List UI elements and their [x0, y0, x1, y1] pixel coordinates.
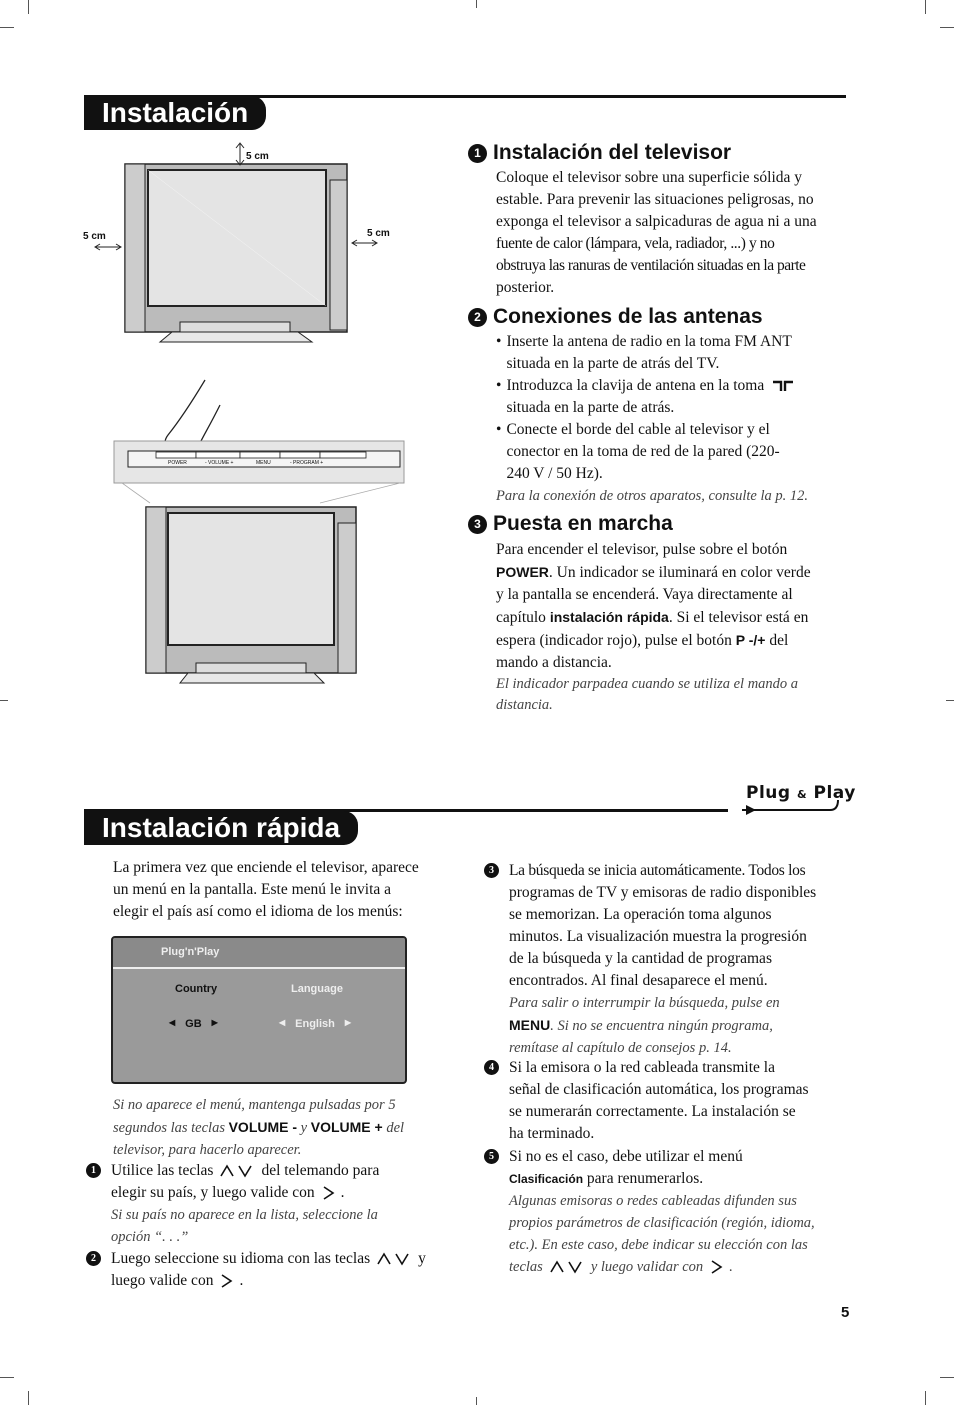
panel-power-label: POWER — [168, 460, 187, 466]
up-down-keys-icon — [219, 1164, 255, 1178]
note-text: . Si no se encuentra ningún programa, — [550, 1018, 773, 1034]
crop-mark — [925, 1391, 926, 1405]
menu-country-selector — [169, 1018, 218, 1030]
note-text: remítase al capítulo de consejos p. 14. — [509, 1040, 732, 1056]
text-line: espera (indicador rojo), pulse el botón — [496, 632, 736, 649]
heading-text: Puesta en marcha — [493, 512, 673, 535]
text-line: mando a distancia. — [496, 654, 612, 671]
crop-mark — [0, 1377, 14, 1378]
text-line: del — [382, 1120, 405, 1136]
step-number-badge: 2 — [86, 1251, 101, 1266]
menu-title: Plug'n'Play — [113, 938, 405, 969]
note-text: Para la conexión de otros aparatos, consulte la p. 12. — [496, 488, 808, 504]
text-line: Utilice las teclas — [111, 1162, 214, 1179]
panel-volume-label: - VOLUME + — [205, 460, 234, 466]
step-number-badge: 3 — [468, 515, 487, 534]
text-line: encontrados. Al final desaparece el menú. — [509, 972, 768, 989]
crop-mark — [940, 27, 954, 28]
step-number-badge: 5 — [484, 1149, 499, 1164]
step-number-badge: 2 — [468, 308, 487, 327]
bullet-item: • Introduzca la clavija de antena en la toma situada en la parte de atrás. — [496, 375, 866, 419]
logo-word: Play — [813, 783, 856, 803]
text-line: Si no aparece el menú, mantenga pulsadas por 5 — [113, 1097, 396, 1113]
clearance-right-label: 5 cm — [367, 228, 390, 239]
logo-word: Plug — [746, 783, 791, 803]
text-line: para renumerarlos. — [583, 1170, 704, 1187]
menu-note — [113, 1094, 463, 1161]
note-text: El indicador parpadea cuando se utiliza el mando a — [496, 676, 799, 692]
menu-language-label: Language — [291, 983, 343, 995]
crop-mark — [476, 1397, 477, 1405]
text-line: La primera vez que enciende el televisor, aparece — [113, 859, 419, 876]
text-line: fuente de calor (lámpara, vela, radiador, ...) y no — [496, 235, 775, 252]
text-line: señal de clasificación automática, los programas — [509, 1081, 809, 1098]
section-title-instalacion: Instalación — [84, 96, 266, 130]
clasificacion-keyword: Clasificación — [509, 1172, 584, 1186]
text-line: de la búsqueda y la cantidad de programas — [509, 950, 772, 967]
power-keyword: POWER — [496, 564, 549, 580]
text-line: ha terminado. — [509, 1125, 595, 1142]
text-line: programas de TV y emisoras de radio disponibles — [509, 884, 817, 901]
text-line: obstruya las ranuras de ventilación situadas en la parte — [496, 257, 806, 274]
text-line: minutos. La visualización muestra la progresión — [509, 928, 807, 945]
text-line: se memorizan. La operación toma algunos — [509, 906, 772, 923]
text-line: capítulo — [496, 609, 550, 626]
crop-mark — [940, 1377, 954, 1378]
text-line: Para encender el televisor, pulse sobre el botón — [496, 541, 788, 558]
right-key-icon — [219, 1274, 233, 1288]
tv-power-illustration — [110, 375, 410, 690]
paragraph-antenas — [496, 331, 866, 507]
step-number-badge: 1 — [468, 144, 487, 163]
menu-country-value: GB — [185, 1018, 202, 1030]
arrow-right-icon: ▶ — [344, 1018, 352, 1027]
note-text: teclas — [509, 1259, 543, 1275]
step-number-badge: 3 — [484, 863, 499, 878]
note-text: Algunas emisoras o redes cableadas difunden sus — [509, 1193, 797, 1209]
text-line: Inserte la antena de radio en la toma FM ANT — [506, 333, 792, 350]
crop-mark — [0, 27, 14, 28]
heading-puesta-marcha — [468, 512, 673, 536]
note-text: opción “. . .” — [111, 1229, 189, 1245]
step-number-badge: 1 — [86, 1163, 101, 1178]
menu-keyword: MENU — [509, 1017, 551, 1033]
crop-mark — [28, 1391, 29, 1405]
text-line: elegir su país, y luego valide con — [111, 1184, 315, 1201]
text-line: y — [297, 1120, 311, 1136]
text-line: Conecte el borde del cable al televisor y el — [506, 421, 770, 438]
note-text: y luego validar con — [590, 1259, 704, 1275]
text-line: La búsqueda se inicia automáticamente. Todos los — [509, 862, 806, 879]
menu-language-value: English — [295, 1018, 335, 1030]
text-line: Si la emisora o la red cableada transmite la — [509, 1059, 775, 1076]
text-line: Si no es el caso, debe utilizar el menú — [509, 1148, 743, 1165]
text-line: posterior. — [496, 279, 555, 296]
right-key-icon — [709, 1260, 723, 1274]
paragraph-instalacion — [496, 167, 866, 299]
heading-instalacion-televisor — [468, 141, 731, 165]
crop-mark — [0, 700, 8, 701]
text-line: situada en la parte de atrás del TV. — [506, 355, 720, 372]
paragraph-puesta — [496, 539, 866, 716]
volume-minus-keyword: VOLUME - — [228, 1119, 298, 1135]
up-down-keys-icon — [376, 1252, 412, 1266]
menu-language-selector — [279, 1018, 351, 1030]
text-line: conector en la toma de red de la pared (220- — [506, 443, 780, 460]
intro-paragraph — [113, 857, 463, 923]
heading-text: Conexiones de las antenas — [493, 305, 763, 328]
step-3 — [484, 860, 864, 1059]
text-line: exponga el televisor a salpicaduras de agua ni a una — [496, 213, 817, 230]
crop-mark — [946, 700, 954, 701]
p-button-keyword: P -/+ — [735, 632, 766, 648]
text-line: un menú en la pantalla. Este menú le invita a — [113, 881, 392, 898]
step-1: 1 Utilice las teclas del telemando para elegir su país, y luego valide con . Si su país no aparece en la lista, seleccione la opción “. . .” — [86, 1160, 466, 1248]
arrow-left-icon: ◀ — [169, 1018, 176, 1027]
up-down-keys-icon — [549, 1260, 585, 1274]
quick-install-keyword: instalación rápida — [549, 609, 669, 625]
text-line: Coloque el televisor sobre una superficie sólida y — [496, 169, 803, 186]
text-line: 240 V / 50 Hz). — [506, 465, 603, 482]
text-line: luego valide con — [111, 1272, 214, 1289]
note-text: distancia. — [496, 697, 553, 713]
right-key-icon — [321, 1186, 335, 1200]
text-line: se numerarán correctamente. La instalación se — [509, 1103, 796, 1120]
antenna-socket-icon — [772, 380, 794, 392]
step-number-badge: 4 — [484, 1060, 499, 1075]
text-line: del — [765, 632, 789, 649]
page-number: 5 — [841, 1304, 850, 1321]
crop-mark — [476, 0, 477, 8]
step-4 — [484, 1057, 864, 1145]
heading-conexiones-antenas — [468, 305, 763, 329]
text-line: estable. Para prevenir las situaciones peligrosas, no — [496, 191, 814, 208]
note-text: Para salir o interrumpir la búsqueda, pulse en — [509, 995, 780, 1011]
crop-mark — [925, 0, 926, 14]
crop-mark — [28, 0, 29, 14]
note-text: propios parámetros de clasificación (región, idioma, — [509, 1215, 815, 1231]
step-5 — [484, 1146, 864, 1278]
arrow-right-icon: ▶ — [211, 1018, 218, 1027]
menu-country-label: Country — [175, 983, 218, 995]
tv-clearance-illustration — [80, 140, 410, 350]
arrow-left-icon: ◀ — [279, 1018, 286, 1027]
step-2: 2 Luego seleccione su idioma con las teclas y luego valide con . — [86, 1248, 466, 1292]
text-line: del telemando para — [261, 1162, 380, 1179]
panel-menu-label: MENU — [256, 460, 271, 466]
text-line: Introduzca la clavija de antena en la toma — [506, 377, 765, 394]
note-text: Si su país no aparece en la lista, seleccione la — [111, 1207, 378, 1223]
text-line: . Si el televisor está en — [668, 609, 809, 626]
section-title-instalacion-rapida: Instalación rápida — [84, 811, 358, 845]
text-line: situada en la parte de atrás. — [506, 399, 675, 416]
logo-ampersand: & — [796, 788, 808, 801]
clearance-left-label: 5 cm — [83, 231, 106, 242]
text-line: . Un indicador se iluminará en color verde — [548, 564, 811, 581]
note-text: etc.). En este caso, debe indicar su elección con las — [509, 1237, 808, 1253]
note-text: . — [729, 1259, 733, 1275]
text-line: y — [418, 1250, 426, 1267]
text-line: y la pantalla se encenderá. Vaya directamente al — [496, 586, 793, 603]
text-line: televisor, para hacerlo aparecer. — [113, 1142, 302, 1158]
heading-text: Instalación del televisor — [493, 141, 732, 164]
bullet-item: • Conecte el borde del cable al televisor y el conector en la toma de red de la pared (220- 240 V / 50 Hz). — [496, 419, 866, 485]
plug-icon — [740, 796, 844, 818]
text-line: elegir el país así como el idioma de los menús: — [113, 903, 403, 920]
text-line: segundos las teclas — [113, 1120, 229, 1136]
text-line: Luego seleccione su idioma con las teclas — [111, 1250, 371, 1267]
bullet-item: • Inserte la antena de radio en la toma FM ANT situada en la parte de atrás del TV. — [496, 331, 866, 375]
volume-plus-keyword: VOLUME + — [310, 1119, 383, 1135]
plugnplay-menu — [111, 936, 407, 1084]
panel-program-label: - PROGRAM + — [290, 460, 324, 466]
clearance-top-label: 5 cm — [246, 151, 269, 162]
